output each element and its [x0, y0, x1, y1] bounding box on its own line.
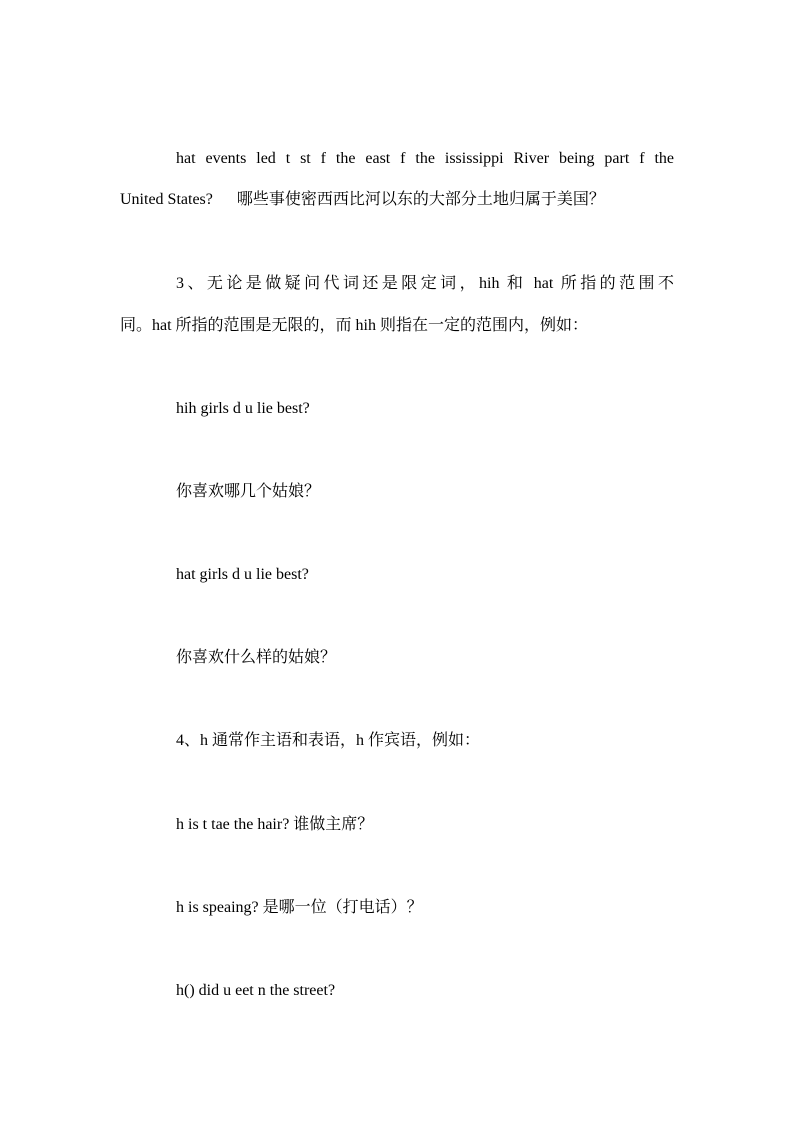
paragraph-1-line-2-english: United States? [120, 191, 213, 208]
example-1-chinese: 你喜欢哪几个姑娘？ [176, 483, 321, 500]
paragraph-1-line-2 [120, 190, 605, 210]
example-3: h is t tae the hair? 谁做主席？ [176, 816, 374, 833]
paragraph-1-line-2-chinese: 哪些事使密西西比河以东的大部分土地归属于美国？ [236, 191, 605, 208]
example-1-english: hih girls d u lie best? [176, 400, 310, 417]
paragraph-2-line-2: 同。hat 所指的范围是无限的，而 hih 则指在一定的范围内，例如： [120, 317, 588, 334]
example-2-english: hat girls d u lie best? [176, 566, 309, 583]
point-4-heading: 4、h 通常作主语和表语，h 作宾语，例如： [176, 732, 481, 749]
paragraph-2-line-1: 3、无论是做疑问代词还是限定词，hih 和 hat 所指的范围不 [176, 275, 674, 292]
example-5: h() did u eet n the street? [176, 982, 336, 999]
example-4: h is speaing? 是哪一位（打电话）？ [176, 899, 423, 916]
paragraph-1-line-1: hat events led t st f the east f the ississippi River being part f the [176, 150, 674, 167]
example-2-chinese: 你喜欢什么样的姑娘？ [176, 649, 337, 666]
